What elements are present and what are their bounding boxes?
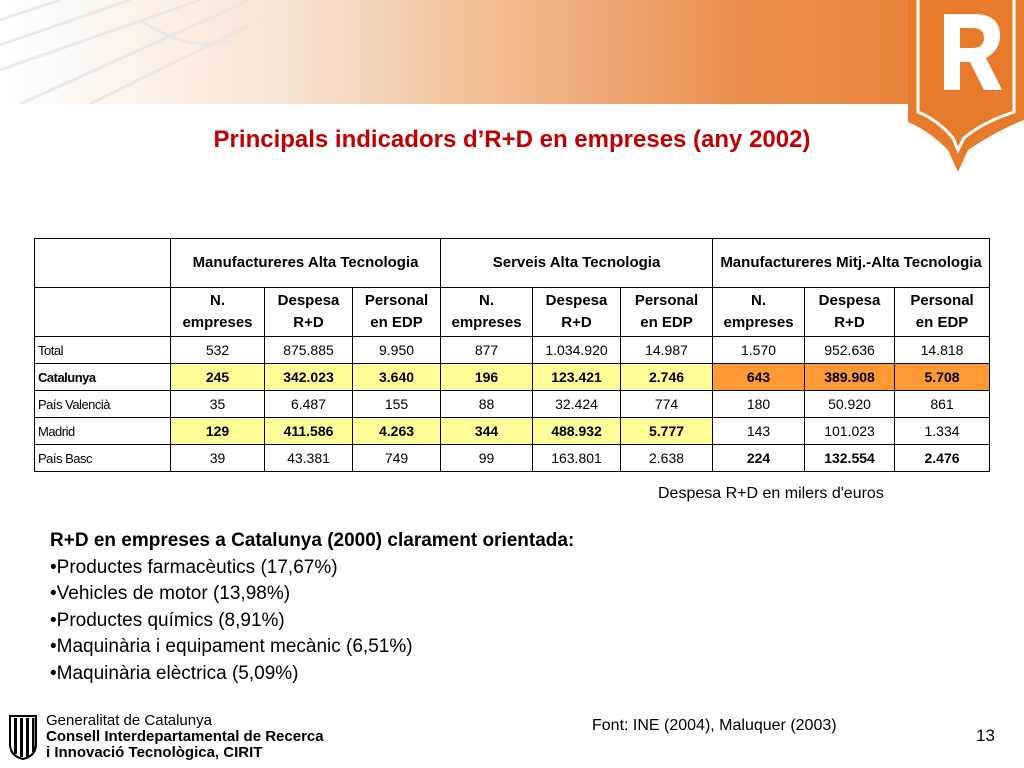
table-cell: 861	[895, 391, 990, 418]
table-cell: 1.034.920	[533, 337, 621, 364]
indicators-table	[34, 238, 990, 472]
table-cell: 2.746	[621, 364, 713, 391]
table-cell: 389.908	[805, 364, 895, 391]
table-cell: 875.885	[265, 337, 353, 364]
table-cell: 163.801	[533, 445, 621, 472]
generalitat-emblem-icon	[8, 714, 38, 760]
column-header: Personal en EDP	[895, 288, 990, 337]
units-note: Despesa R+D en milers d'euros	[658, 485, 884, 502]
table-cell: 2.638	[621, 445, 713, 472]
list-item: •Maquinària i equipament mecànic (6,51%)	[50, 636, 413, 657]
table-cell: 180	[713, 391, 805, 418]
table-cell: 1.570	[713, 337, 805, 364]
table-cell: 50.920	[805, 391, 895, 418]
list-item: •Vehicles de motor (13,98%)	[50, 583, 291, 604]
table-cell: 99	[441, 445, 533, 472]
column-header: Personal en EDP	[621, 288, 713, 337]
table-cell: 155	[353, 391, 441, 418]
group-header: Serveis Alta Tecnologia	[441, 239, 713, 288]
footer-line: Consell Interdepartamental de Recerca	[46, 728, 324, 745]
table-row-pais-valencia	[35, 391, 990, 418]
footer-institution	[46, 713, 324, 761]
table-cell: 224	[713, 445, 805, 472]
table-cell: 39	[171, 445, 265, 472]
group-header: Manufactureres Alta Tecnologia	[171, 239, 441, 288]
source-note: Font: INE (2004), Maluquer (2003)	[592, 717, 837, 734]
column-header: Despesa R+D	[805, 288, 895, 337]
table-cell: 9.950	[353, 337, 441, 364]
table-cell: 14.818	[895, 337, 990, 364]
footer-line: i Innovació Tecnològica, CIRIT	[46, 744, 263, 761]
table-cell: 196	[441, 364, 533, 391]
table-cell: 3.640	[353, 364, 441, 391]
page-number: 13	[976, 726, 995, 745]
table-cell: 245	[171, 364, 265, 391]
list-item: •Maquinària elèctrica (5,09%)	[50, 662, 299, 684]
table-cell: 342.023	[265, 364, 353, 391]
table-cell: 4.263	[353, 418, 441, 445]
footer-line: Generalitat de Catalunya	[46, 712, 212, 729]
row-label: País Valencià	[35, 391, 171, 418]
table-cell: 5.708	[895, 364, 990, 391]
bullet-list	[50, 528, 574, 687]
row-label: País Basc	[35, 445, 171, 472]
table-cell: 88	[441, 391, 533, 418]
table-cell: 532	[171, 337, 265, 364]
table-cell: 5.777	[621, 418, 713, 445]
column-header: Despesa R+D	[265, 288, 353, 337]
table-cell: 1.334	[895, 418, 990, 445]
row-label: Madrid	[35, 418, 171, 445]
table-subheader-row	[35, 288, 990, 337]
table-cell: 488.932	[533, 418, 621, 445]
table-row-pais-basc	[35, 445, 990, 472]
list-item: •Productes químics (8,91%)	[50, 609, 285, 631]
table-cell: 952.636	[805, 337, 895, 364]
table-cell: 123.421	[533, 364, 621, 391]
table-cell: 411.586	[265, 418, 353, 445]
column-header: N. empreses	[713, 288, 805, 337]
row-label: Total	[35, 337, 171, 364]
page-title: Principals indicadors d’R+D en empreses (any 2002)	[213, 126, 811, 153]
table-cell: 2.476	[895, 445, 990, 472]
table-cell: 344	[441, 418, 533, 445]
decorative-pattern	[0, 0, 260, 104]
column-header: N. empreses	[171, 288, 265, 337]
table-cell: 32.424	[533, 391, 621, 418]
table-group-header-row	[35, 239, 990, 288]
table-cell: 6.487	[265, 391, 353, 418]
column-header: N. empreses	[441, 288, 533, 337]
table-row-madrid	[35, 418, 990, 445]
group-header: Manufactureres Mitj.-Alta Tecnologia	[713, 239, 990, 288]
row-label: Catalunya	[35, 364, 171, 391]
table-cell: 14.987	[621, 337, 713, 364]
list-item: •Productes farmacèutics (17,67%)	[50, 556, 338, 578]
table-row-catalunya	[35, 364, 990, 391]
corner-cell	[35, 239, 171, 288]
table-cell: 143	[713, 418, 805, 445]
bullet-heading: R+D en empreses a Catalunya (2000) clarament orientada:	[50, 530, 575, 551]
table-cell: 43.381	[265, 445, 353, 472]
table-row-total	[35, 337, 990, 364]
table-cell: 877	[441, 337, 533, 364]
table-cell: 129	[171, 418, 265, 445]
column-header: Despesa R+D	[533, 288, 621, 337]
table-cell: 101.023	[805, 418, 895, 445]
table-cell: 749	[353, 445, 441, 472]
column-header: Personal en EDP	[353, 288, 441, 337]
table-cell: 132.554	[805, 445, 895, 472]
table-cell: 35	[171, 391, 265, 418]
table-cell: 643	[713, 364, 805, 391]
table-cell: 774	[621, 391, 713, 418]
corner-cell	[35, 288, 171, 337]
